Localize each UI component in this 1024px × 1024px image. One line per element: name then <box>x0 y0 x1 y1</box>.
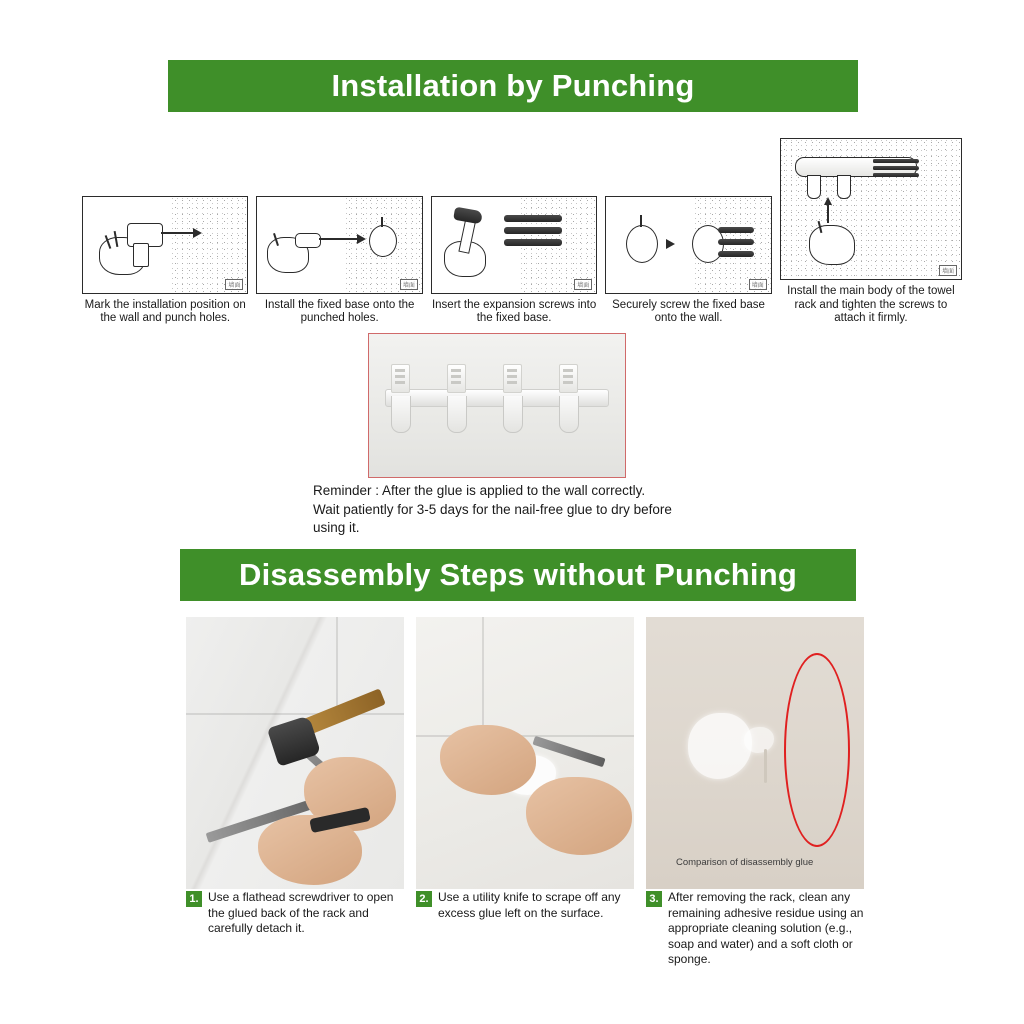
install-step-3 <box>431 196 597 326</box>
install-step-1-caption: Mark the installation position on the wall and punch holes. <box>84 298 246 324</box>
photo-screwdriver-hammer <box>186 617 404 889</box>
step-number-badge: 2. <box>416 891 432 907</box>
drill-icon: 墙面 <box>82 196 248 294</box>
rack-hook <box>503 396 523 433</box>
hammer-icon: 墙面 <box>431 196 597 294</box>
install-step-3-caption: Insert the expansion screws into the fixed base. <box>431 298 597 324</box>
install-step-4 <box>605 196 771 326</box>
towel-rack-on-wall-photo <box>368 333 626 478</box>
disassembly-step-1-text: Use a flathead screwdriver to open the glued back of the rack and carefully detach it. <box>208 890 394 935</box>
photo-3-label: Comparison of disassembly glue <box>676 857 814 868</box>
base-plate-icon: 墙面 <box>605 196 771 294</box>
disassembly-step-2-text: Use a utility knife to scrape off any excess glue left on the surface. <box>438 890 621 920</box>
photo-glue-comparison <box>646 617 864 889</box>
installation-steps-strip <box>82 138 962 326</box>
rack-cap <box>503 364 522 393</box>
photo-utility-knife-scrape <box>416 617 634 889</box>
disassembly-captions <box>186 890 864 968</box>
disassembly-step-3-text: After removing the rack, clean any remaining adhesive residue using an appropriate cleaning solution (e.g., soap and water) and a soft cloth or sponge. <box>668 890 864 966</box>
rack-cap <box>447 364 466 393</box>
install-step-4-caption: Securely screw the fixed base onto the wall. <box>612 298 765 324</box>
disassembly-step-3 <box>646 890 864 968</box>
disassembly-photos <box>186 617 864 889</box>
rack-cap <box>391 364 410 393</box>
install-step-2-caption: Install the fixed base onto the punched holes. <box>264 298 415 324</box>
install-step-5 <box>780 138 962 326</box>
rack-hook <box>447 396 467 433</box>
highlight-ellipse <box>784 653 850 847</box>
reminder-line-1: Reminder : After the glue is applied to the wall correctly. <box>313 483 646 498</box>
install-step-1 <box>82 196 248 326</box>
section-title-installation-by-punching: Installation by Punching <box>168 60 858 112</box>
disassembly-step-2 <box>416 890 634 968</box>
rack-cap <box>559 364 578 393</box>
rack-hook <box>391 396 411 433</box>
install-step-2 <box>256 196 422 326</box>
reminder-text <box>313 482 763 538</box>
step-number-badge: 3. <box>646 891 662 907</box>
section-title-disassembly-steps: Disassembly Steps without Punching <box>180 549 856 601</box>
screwdriver-icon: 墙面 <box>256 196 422 294</box>
disassembly-step-1 <box>186 890 404 968</box>
rack-hook <box>559 396 579 433</box>
towel-rack-icon: 墙面 <box>780 138 962 280</box>
step-number-badge: 1. <box>186 891 202 907</box>
reminder-line-3: using it. <box>313 520 360 535</box>
reminder-line-2: Wait patiently for 3-5 days for the nail-free glue to dry before <box>313 501 672 517</box>
install-step-5-caption: Install the main body of the towel rack and tighten the screws to attach it firmly. <box>787 285 955 324</box>
